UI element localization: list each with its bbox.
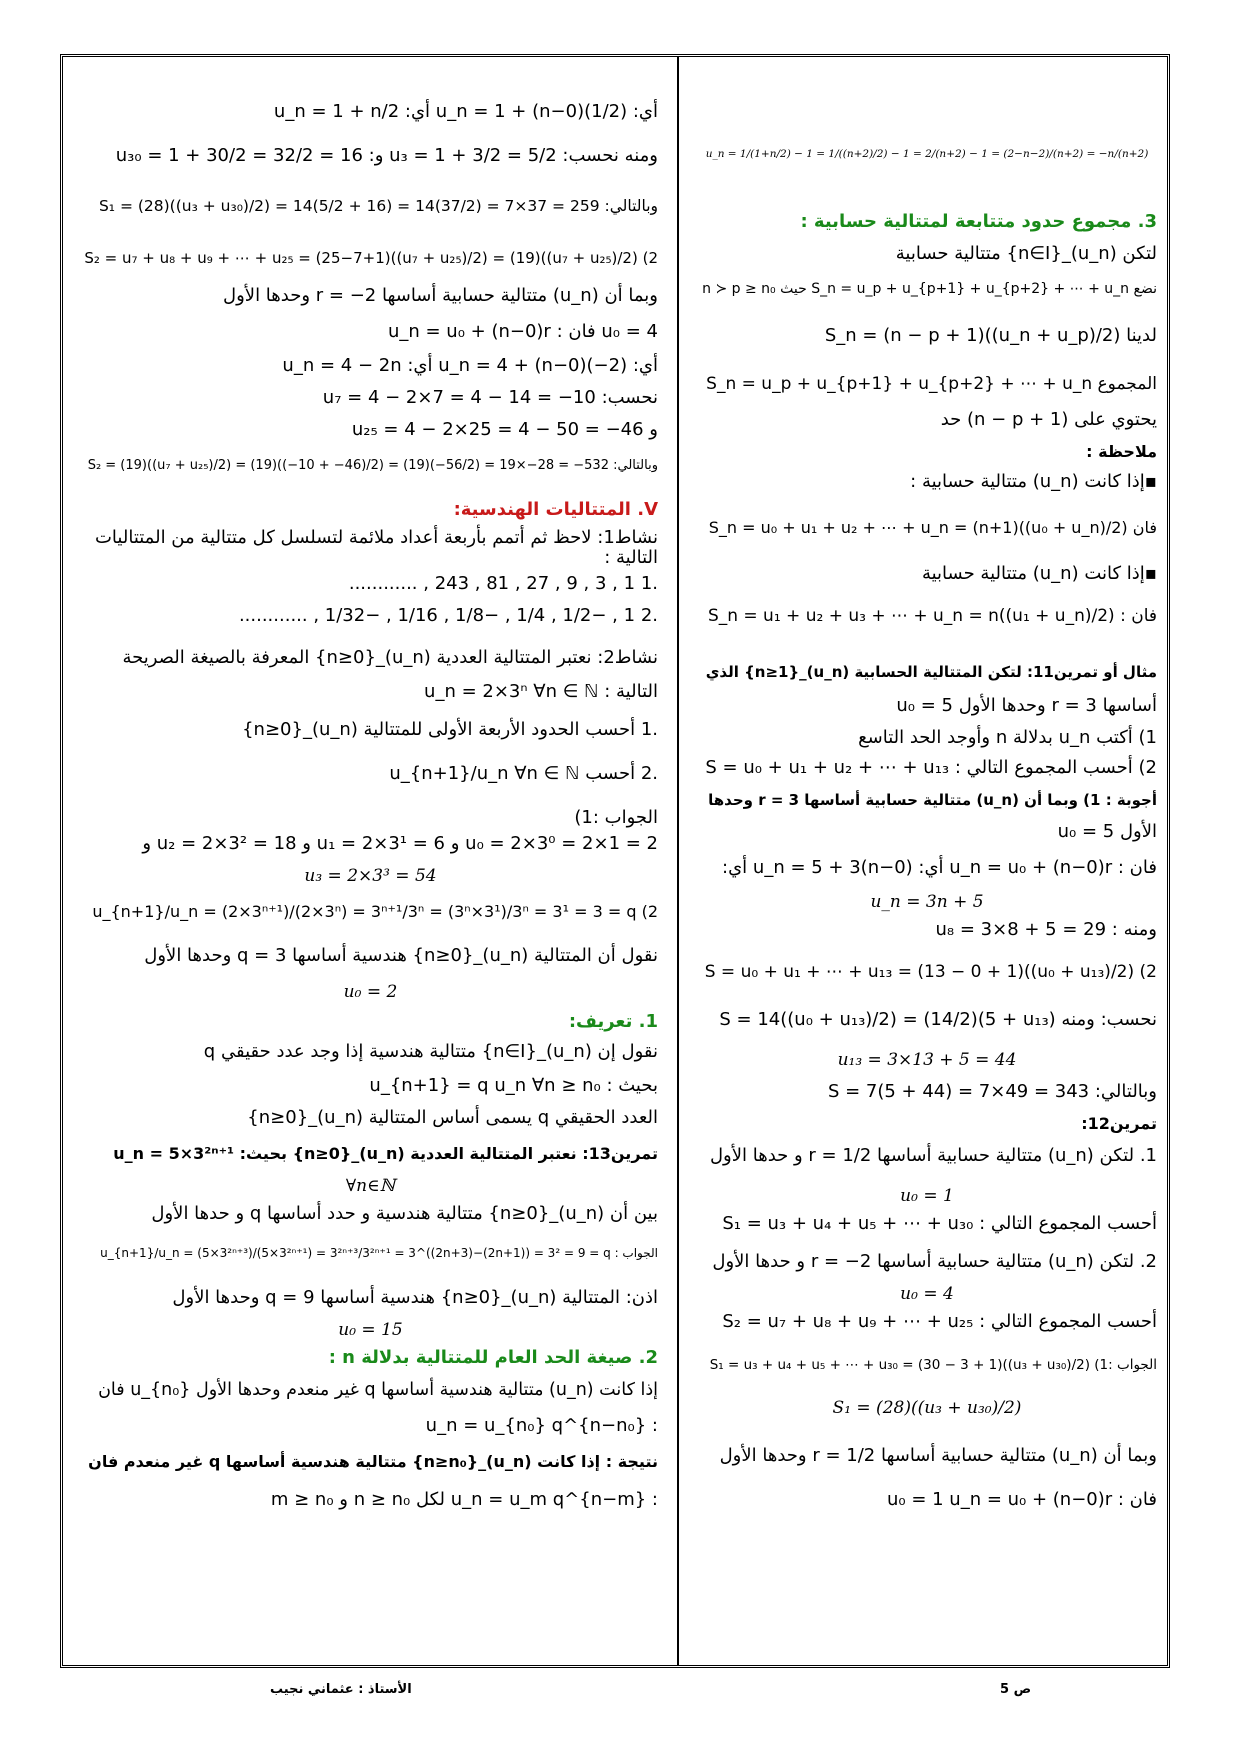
content-row [697,821,1157,843]
content-row [83,981,658,1003]
text-line: 1. لتكن (u_n) متتالية حسابية أساسها r = 1/2 و حدها الأول [709,1145,1157,1166]
text-line: نشاط2: نعتبر المتتالية العددية (u_n)_{n≥0} المعرفة بالصيغة الصريحة [122,647,658,668]
content-row [83,419,658,441]
formula-line: u₀ = 1 [900,1186,954,1206]
content-row [83,355,658,377]
content-row [83,573,658,595]
content-row [697,961,1157,983]
exercise-label: تمرين13: نعتبر المتتالية العددية (u_n)_{n≥0} بحيث: u_n = 5×3²ⁿ⁺¹ [113,1144,658,1163]
content-row [697,919,1157,941]
text-line: نضع S_n = u_p + u_{p+1} + u_{p+2} + ⋯ + u_n حيث n ≻ p ≥ n₀ [702,281,1157,297]
content-row [697,1145,1157,1167]
content-row [697,891,1157,913]
text-line: أي: u_n = 4 + (n−0)(−2) أي: u_n = 4 − 2n [282,355,658,376]
section-heading: 1. تعريف: [568,1011,658,1032]
column-divider [677,57,679,1665]
author-credit: الأستاذ : عثماني نجيب [270,1682,412,1697]
content-row [83,1041,658,1063]
content-row [697,1311,1157,1333]
content-row [697,661,1157,683]
content-row [83,1489,658,1511]
content-row [697,373,1157,395]
section-heading: V. المتتاليات الهندسية: [453,499,658,520]
formula-line: u₁₃ = 3×13 + 5 = 44 [837,1050,1017,1070]
content-row [83,1319,658,1341]
text-line: التالية : u_n = 2×3ⁿ ∀n ∈ ℕ [424,681,658,702]
content-row [83,1347,658,1369]
text-line: أي: u_n = 1 + (n−0)(1/2) أي: u_n = 1 + n/2 [273,101,658,122]
content-row [83,499,658,521]
text-line: نشاط1: لاحظ ثم أتمم بأربعة أعداد ملائمة لتسلسل كل متتالية من المتتاليات [94,527,658,548]
content-row [83,807,658,829]
content-row [697,695,1157,717]
text-line: فان : u_n = u₀ + (n−0)r أي: u_n = 5 + 3(n−0) أي: [722,857,1157,878]
content-row [83,1107,658,1129]
content-row [83,195,658,217]
text-line: u₀ = 2×3⁰ = 2×1 = 2 و u₁ = 2×3¹ = 6 و u₂ = 2×3² = 18 و [142,833,658,854]
text-line: ▪إذا كانت (u_n) متتالية حسابية : [910,471,1157,492]
exercise-label: مثال أو تمرين11: لتكن المتتالية الحسابية (u_n)_{n≥1} الذي [705,663,1157,681]
formula-line: u_n = 1/(1+n/2) − 1 = 1/((n+2)/2) − 1 = 2/(n+2) − 1 = (2−n−2)/(n+2) = −n/(n+2) [705,148,1149,160]
content-row [83,321,658,343]
text-line: فان : u₀ = 1 u_n = u₀ + (n−0)r [886,1489,1157,1510]
text-line: اذن: المتتالية (u_n)_{n≥0} هندسية أساسها q = 9 وحدها الأول [172,1287,658,1308]
content-row [83,647,658,669]
text-line: 1) أكتب u_n بدلالة n وأوجد الحد التاسع [858,727,1157,748]
content-row [83,1143,658,1165]
content-row [83,547,658,569]
content-row [697,727,1157,749]
text-line: إذا كانت (u_n) متتالية هندسية أساسها q غير منعدم وحدها الأول u_{n₀} فان [98,1380,658,1400]
text-line: 2) u_{n+1}/u_n = (2×3ⁿ⁺¹)/(2×3ⁿ) = 3ⁿ⁺¹/3ⁿ = (3ⁿ×3¹)/3ⁿ = 3¹ = 3 = q [92,902,658,921]
content-row [83,285,658,307]
exercise-label: أجوبة : 1) وبما أن (u_n) متتالية حسابية أساسها r = 3 وحدها [708,791,1157,809]
text-line: الأول u₀ = 5 [1057,821,1157,842]
content-row [83,1451,658,1473]
text-line: الجواب : u_{n+1}/u_n = (5×3²ⁿ⁺³)/(5×3²ⁿ⁺¹) = 3²ⁿ⁺³/3²ⁿ⁺¹ = 3^((2n+3)−(2n+1)) = 3² = 9 = q [100,1246,658,1260]
content-row [697,1113,1157,1135]
text-line: بين أن (u_n)_{n≥0} متتالية هندسية و حدد أساسها q و حدها الأول [151,1203,658,1224]
content-row [83,1175,658,1197]
text-line: ومنه : u₈ = 3×8 + 5 = 29 [935,919,1157,940]
text-line: 2) S = u₀ + u₁ + ⋯ + u₁₃ = (13 − 0 + 1)((u₀ + u₁₃)/2) [704,962,1157,982]
content-row [83,1203,658,1225]
content-row [697,1397,1157,1419]
text-line: .1 1 , 3 , 9 , 27 , 81 , 243 , ............ [348,573,658,594]
content-row [697,1353,1157,1376]
content-row [697,757,1157,779]
text-line: .1 أحسب الحدود الأربعة الأولى للمتتالية (u_n)_{n≥0} [242,719,658,740]
content-row [697,563,1157,585]
content-row [83,527,658,549]
text-line: وبالتالي: S₂ = (19)((u₇ + u₂₅)/2) = (19)((−10 + −46)/2) = (19)(−56/2) = 19×−28 = −532 [87,458,658,473]
text-line: لتكن (u_n)_{n∈I} متتالية حسابية [895,243,1157,264]
text-line: : u_n = u_m q^{n−m} لكل n ≥ n₀ و m ≥ n₀ [270,1489,658,1510]
text-line: وبما أن (u_n) متتالية حسابية أساسها r = −2 وحدها الأول [223,285,658,306]
text-line: المجموع S_n = u_p + u_{p+1} + u_{p+2} + ⋯ + u_n [706,374,1157,394]
text-line: الجواب :1) S₁ = u₃ + u₄ + u₅ + ⋯ + u₃₀ = (30 − 3 + 1)((u₃ + u₃₀)/2) [709,1357,1157,1373]
content-row [83,145,658,167]
text-line: بحيث : u_{n+1} = q u_n ∀n ≥ n₀ [369,1075,658,1096]
content-row [697,789,1157,811]
text-line: .2 1 , −1/2 , 1/4 , −1/8 , 1/16 , −1/32 , ............ [238,605,658,626]
content-row [697,1081,1157,1103]
content-row [697,1009,1157,1031]
content-row [697,409,1157,431]
content-row [83,247,658,269]
text-line: وبالتالي: S = 7(5 + 44) = 7×49 = 343 [827,1081,1157,1102]
content-row [83,1379,658,1401]
content-row [697,277,1157,300]
content-row [697,325,1157,347]
text-line: نقول إن (u_n)_{n∈I} متتالية هندسية إذا وجد عدد حقيقي q [203,1041,658,1062]
text-line: يحتوي على (n − p + 1) حد [940,409,1157,430]
text-line: نحسب: ومنه S = 14((u₀ + u₁₃)/2) = (14/2)(5 + u₁₃) [719,1009,1157,1030]
text-line: ▪إذا كانت (u_n) متتالية حسابية [921,563,1157,584]
content-row [697,1185,1157,1207]
content-row [83,945,658,967]
text-line: u₀ = 4 فان : u_n = u₀ + (n−0)r [387,321,658,342]
text-line: 2) أحسب المجموع التالي : S = u₀ + u₁ + u₂ + ⋯ + u₁₃ [705,757,1157,778]
content-row [83,719,658,741]
content-row [697,141,1157,165]
formula-line: ∀n∈ℕ [345,1176,396,1196]
content-row [697,243,1157,265]
formula-line: u₀ = 4 [900,1284,954,1304]
page-frame [60,54,1170,1668]
text-line: فان : S_n = u₁ + u₂ + u₃ + ⋯ + u_n = n((u₁ + u_n)/2) [707,606,1157,626]
text-line: نحسب: u₇ = 4 − 2×7 = 4 − 14 = −10 [322,387,658,408]
formula-line: u₀ = 15 [338,1320,403,1340]
content-row [83,681,658,703]
page-number: ص 5 [1000,1682,1032,1697]
text-line: أحسب المجموع التالي : S₂ = u₇ + u₈ + u₉ + ⋯ + u₂₅ [722,1311,1157,1332]
content-row [83,901,658,923]
content-row [697,1251,1157,1273]
content-row [83,101,658,123]
text-line: : u_n = u_{n₀} q^{n−n₀} [425,1415,658,1436]
content-row [697,1283,1157,1305]
text-line: ومنه نحسب: u₃ = 1 + 3/2 = 5/2 و: u₃₀ = 1 + 30/2 = 32/2 = 16 [115,145,658,166]
text-line: 2) S₂ = u₇ + u₈ + u₉ + ⋯ + u₂₅ = (25−7+1)((u₇ + u₂₅)/2) = (19)((u₇ + u₂₅)/2) [84,249,658,267]
content-row [83,1241,658,1264]
content-row [83,1415,658,1437]
formula-line: S₁ = (28)((u₃ + u₃₀)/2) [832,1398,1022,1418]
text-line: فان S_n = u₀ + u₁ + u₂ + ⋯ + u_n = (n+1)((u₀ + u_n)/2) [708,518,1157,537]
content-row [697,605,1157,627]
content-row [83,1075,658,1097]
text-line: و u₂₅ = 4 − 2×25 = 4 − 50 = −46 [351,419,658,440]
exercise-label: ملاحظة : [1086,442,1157,461]
content-row [697,211,1157,233]
text-line: نقول أن المتتالية (u_n)_{n≥0} هندسية أساسها q = 3 وحدها الأول [144,945,658,966]
content-row [83,387,658,409]
text-line: أحسب المجموع التالي : S₁ = u₃ + u₄ + u₅ + ⋯ + u₃₀ [722,1213,1157,1234]
content-row [697,1049,1157,1071]
content-row [697,441,1157,463]
section-heading: 3. مجموع حدود متتابعة لمتتالية حسابية : [800,211,1157,232]
content-row [697,517,1157,539]
content-row [697,1445,1157,1467]
exercise-label: نتيجة : إذا كانت (u_n)_{n≥n₀} متتالية هندسية أساسها q غير منعدم فان [88,1452,658,1471]
content-row [83,865,658,887]
text-line: 2. لتكن (u_n) متتالية حسابية أساسها r = −2 و حدها الأول [712,1251,1157,1272]
content-row [697,857,1157,879]
formula-line: u₀ = 2 [343,982,398,1002]
content-row [83,1011,658,1033]
text-line: أساسها r = 3 وحدها الأول u₀ = 5 [896,695,1157,716]
text-line: لدينا S_n = (n − p + 1)((u_n + u_p)/2) [824,325,1157,346]
content-row [83,605,658,627]
content-row [697,471,1157,493]
content-row [697,1213,1157,1235]
content-row [697,1489,1157,1511]
text-line: الجواب :1) [574,807,658,828]
content-row [83,1287,658,1309]
exercise-label: تمرين12: [1081,1114,1157,1133]
text-line: وبما أن (u_n) متتالية حسابية أساسها r = 1/2 وحدها الأول [719,1445,1157,1466]
content-row [83,763,658,785]
text-line: التالية : [604,547,658,568]
formula-line: u₃ = 2×3³ = 54 [304,866,437,886]
text-line: العدد الحقيقي q يسمى أساس المتتالية (u_n)_{n≥0} [247,1107,658,1128]
text-line: وبالتالي: S₁ = (28)((u₃ + u₃₀)/2) = 14(5/2 + 16) = 14(37/2) = 7×37 = 259 [98,197,658,215]
content-row [83,833,658,855]
text-line: .2 أحسب u_{n+1}/u_n ∀n ∈ ℕ [389,763,658,784]
formula-line: u_n = 3n + 5 [870,892,984,912]
section-heading: 2. صيغة الحد العام للمتتالية بدلالة n : [328,1347,658,1368]
content-row [83,453,658,477]
